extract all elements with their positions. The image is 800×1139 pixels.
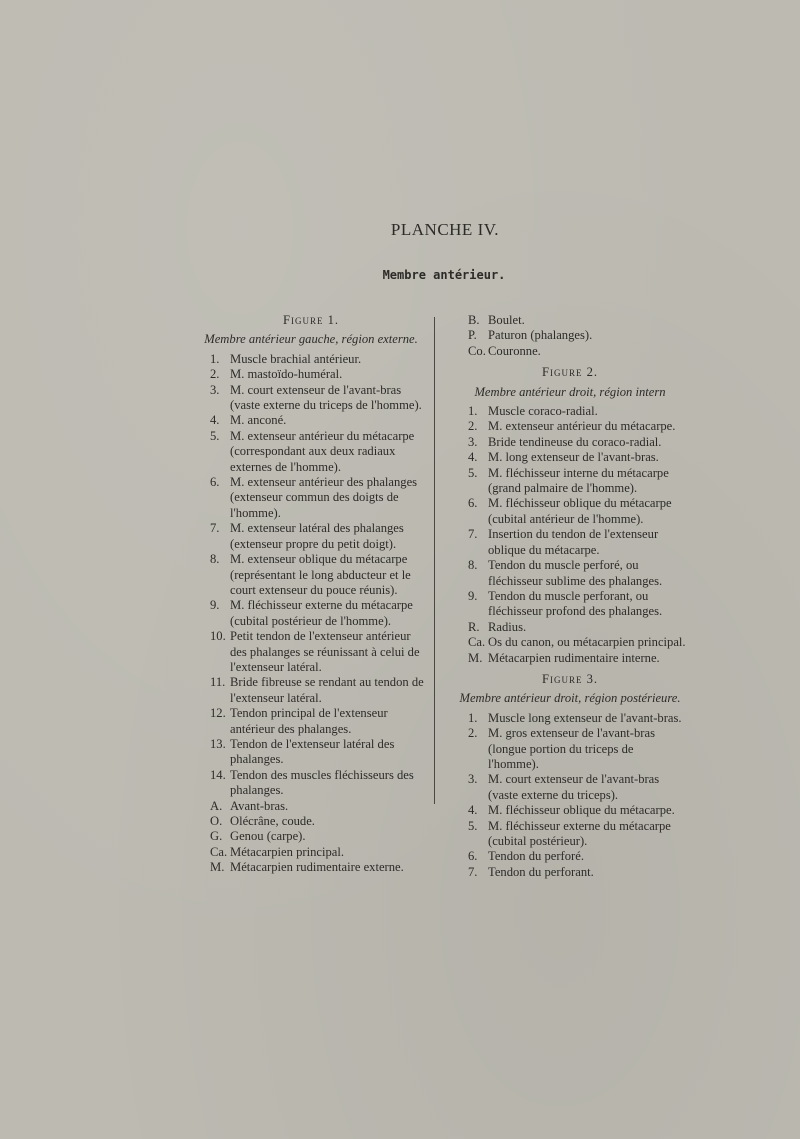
legend-item-text: Tendon du perforant. — [488, 864, 594, 879]
legend-item-text: Muscle brachial antérieur. — [230, 351, 362, 366]
legend-item-text: Tendon principal de l'extenseur antérieur des phalanges. — [230, 706, 388, 736]
legend-item-number: 6. — [468, 849, 478, 864]
legend-item — [196, 737, 426, 768]
legend-item-number: 10. — [210, 629, 226, 644]
legend-item — [196, 413, 426, 428]
column-divider — [434, 317, 435, 804]
legend-item-text: Olécrâne, coude. — [230, 814, 315, 828]
legend-item-text: M. court extenseur de l'avant-bras (vaste externe du triceps de l'homme). — [230, 382, 422, 413]
legend-item — [196, 367, 426, 382]
legend-item-text: M. fléchisseur externe du métacarpe (cubital postérieur). — [488, 818, 671, 848]
legend-item-number: 1. — [468, 404, 478, 419]
legend-item — [454, 651, 686, 666]
legend-item — [454, 404, 686, 419]
figure-2-heading: Figure 2. — [541, 365, 599, 380]
legend-item-number: M. — [210, 860, 225, 875]
legend-item — [196, 598, 426, 629]
legend-item — [196, 475, 426, 521]
legend-item-text: Boulet. — [488, 313, 525, 327]
legend-item-number: 6. — [468, 496, 478, 511]
legend-item — [196, 860, 426, 875]
right-column — [454, 313, 686, 880]
legend-item-number: 1. — [210, 351, 220, 366]
legend-item-text: Tendon du perforé. — [488, 849, 584, 864]
legend-item — [454, 726, 686, 772]
figure-3-list — [454, 711, 686, 880]
legend-item-number: 1. — [468, 710, 478, 725]
legend-item — [196, 706, 426, 737]
legend-item-text: M. fléchisseur interne du métacarpe (grand palmaire de l'homme). — [488, 465, 669, 496]
legend-item-number: A. — [210, 798, 223, 813]
legend-item — [454, 558, 686, 589]
legend-item-number: 9. — [468, 588, 478, 603]
legend-item — [196, 829, 426, 844]
page-title: PLANCHE IV. — [390, 220, 500, 239]
legend-item — [454, 527, 686, 558]
legend-item — [454, 466, 686, 497]
legend-item-number: 2. — [468, 726, 478, 741]
legend-item-number: 7. — [468, 527, 478, 542]
legend-item-number: B. — [468, 313, 480, 327]
legend-item-number: 8. — [210, 552, 220, 567]
legend-item-text: Bride fibreuse se rendant au tendon de l'extenseur latéral. — [230, 675, 424, 705]
legend-item-number: 6. — [210, 475, 220, 490]
legend-item-number: 14. — [210, 767, 226, 782]
legend-item-number: Co. — [468, 343, 486, 358]
figure-1-heading: Figure 1. — [282, 313, 340, 327]
legend-item — [454, 711, 686, 726]
page-subtitle: Membre antérieur. — [382, 268, 506, 282]
legend-item — [454, 328, 686, 343]
legend-item — [196, 429, 426, 475]
legend-item — [454, 313, 686, 328]
legend-item — [454, 772, 686, 803]
legend-item-text: Muscle coraco-radial. — [488, 404, 598, 419]
legend-item-text: Radius. — [488, 619, 527, 634]
legend-item-text: M. anconé. — [230, 413, 287, 428]
legend-item-text: Insertion du tendon de l'extenseur oblique du métacarpe. — [488, 527, 659, 557]
legend-item-number: 3. — [468, 434, 478, 449]
legend-item — [196, 814, 426, 829]
legend-item — [196, 552, 426, 598]
legend-item-number: 2. — [468, 419, 478, 434]
legend-item-text: M. extenseur latéral des phalanges (extenseur propre du petit doigt). — [230, 521, 404, 551]
legend-item-number: 4. — [468, 450, 478, 465]
legend-item-text: Muscle long extenseur de l'avant-bras. — [488, 710, 682, 725]
legend-item-text: Tendon du muscle perforant, ou fléchisseur profond des phalanges. — [488, 588, 663, 619]
legend-item-number: M. — [468, 650, 483, 665]
legend-item-text: Bride tendineuse du coraco-radial. — [488, 434, 662, 449]
legend-item-number: P. — [468, 328, 477, 343]
legend-item-number: G. — [210, 829, 223, 844]
legend-item — [454, 620, 686, 635]
figure-2-list — [454, 404, 686, 666]
legend-item-number: 7. — [468, 864, 478, 879]
legend-item-number: 5. — [210, 428, 220, 443]
legend-item — [454, 819, 686, 850]
legend-item-number: Ca. — [468, 635, 486, 650]
legend-item-text: Tendon des muscles fléchisseurs des phalanges. — [230, 767, 414, 798]
legend-item-text: Métacarpien principal. — [230, 844, 344, 859]
legend-item-text: Couronne. — [488, 343, 541, 358]
legend-item — [454, 496, 686, 527]
legend-item — [196, 768, 426, 799]
legend-item-number: 4. — [210, 413, 220, 428]
legend-item-number: 7. — [210, 521, 220, 536]
legend-item-text: M. fléchisseur oblique du métacarpe (cubital antérieur de l'homme). — [488, 496, 672, 526]
legend-item-text: M. mastoïdo-huméral. — [230, 367, 343, 382]
legend-item-text: Tendon de l'extenseur latéral des phalanges. — [230, 736, 395, 767]
legend-item-text: M. gros extenseur de l'avant-bras (longue portion du triceps de l'homme). — [488, 726, 655, 771]
legend-item — [454, 435, 686, 450]
legend-item-number: 3. — [468, 772, 478, 787]
legend-item-text: M. long extenseur de l'avant-bras. — [488, 450, 659, 465]
legend-item-number: 9. — [210, 598, 220, 613]
legend-item — [196, 383, 426, 414]
left-column — [196, 313, 426, 876]
legend-item-text: Genou (carpe). — [230, 829, 306, 844]
legend-item — [454, 803, 686, 818]
legend-item — [454, 419, 686, 434]
legend-item-text: M. fléchisseur oblique du métacarpe. — [488, 803, 675, 818]
legend-item-text: Métacarpien rudimentaire interne. — [488, 650, 660, 665]
figure-1-continued-list — [454, 313, 686, 359]
legend-item-text: M. extenseur antérieur du métacarpe (correspondant aux deux radiaux externes de l'homme). — [230, 428, 415, 474]
legend-item — [454, 849, 686, 864]
legend-item-text: M. extenseur antérieur du métacarpe. — [488, 419, 676, 434]
legend-item — [196, 675, 426, 706]
legend-item — [454, 635, 686, 650]
legend-item-number: 5. — [468, 818, 478, 833]
legend-item-text: Avant-bras. — [230, 798, 289, 813]
legend-item-number: 13. — [210, 736, 226, 751]
legend-item-number: 4. — [468, 803, 478, 818]
figure-3-subheading: Membre antérieur droit, région postérieure. — [459, 691, 681, 706]
legend-item-text: M. court extenseur de l'avant-bras (vaste externe du triceps). — [488, 772, 660, 802]
legend-item-text: M. fléchisseur externe du métacarpe (cubital postérieur de l'homme). — [230, 598, 413, 628]
figure-3-heading: Figure 3. — [541, 671, 599, 686]
legend-item — [196, 845, 426, 860]
legend-item — [196, 629, 426, 675]
legend-item-number: Ca. — [210, 844, 228, 859]
legend-item-text: Tendon du muscle perforé, ou fléchisseur sublime des phalanges. — [488, 558, 663, 588]
legend-item-number: 8. — [468, 558, 478, 573]
legend-item-number: 3. — [210, 382, 220, 397]
legend-item — [454, 589, 686, 620]
legend-item-text: Os du canon, ou métacarpien principal. — [488, 635, 686, 650]
figure-1-subheading: Membre antérieur gauche, région externe. — [204, 332, 418, 347]
legend-item-number: 11. — [210, 675, 226, 690]
figure-2-subheading: Membre antérieur droit, région intern — [474, 384, 666, 399]
legend-item — [196, 521, 426, 552]
legend-item — [454, 344, 686, 359]
legend-item-number: R. — [468, 619, 480, 634]
legend-item-number: O. — [210, 814, 223, 828]
legend-item — [196, 799, 426, 814]
legend-item-text: M. extenseur oblique du métacarpe (représentant le long abducteur et le court extenseur du pouce réunis). — [230, 552, 411, 597]
figure-1-list — [196, 352, 426, 876]
legend-item — [454, 450, 686, 465]
legend-item-number: 5. — [468, 465, 478, 480]
legend-item-text: Métacarpien rudimentaire externe. — [230, 860, 404, 875]
legend-item-text: Petit tendon de l'extenseur antérieur des phalanges se réunissant à celui de l'extenseur latéral. — [230, 629, 420, 674]
legend-item-text: M. extenseur antérieur des phalanges (extenseur commun des doigts de l'homme). — [230, 475, 418, 520]
legend-item-number: 2. — [210, 367, 220, 382]
legend-item — [196, 352, 426, 367]
legend-item — [454, 865, 686, 880]
legend-item-text: Paturon (phalanges). — [488, 328, 593, 343]
legend-item-number: 12. — [210, 706, 226, 721]
